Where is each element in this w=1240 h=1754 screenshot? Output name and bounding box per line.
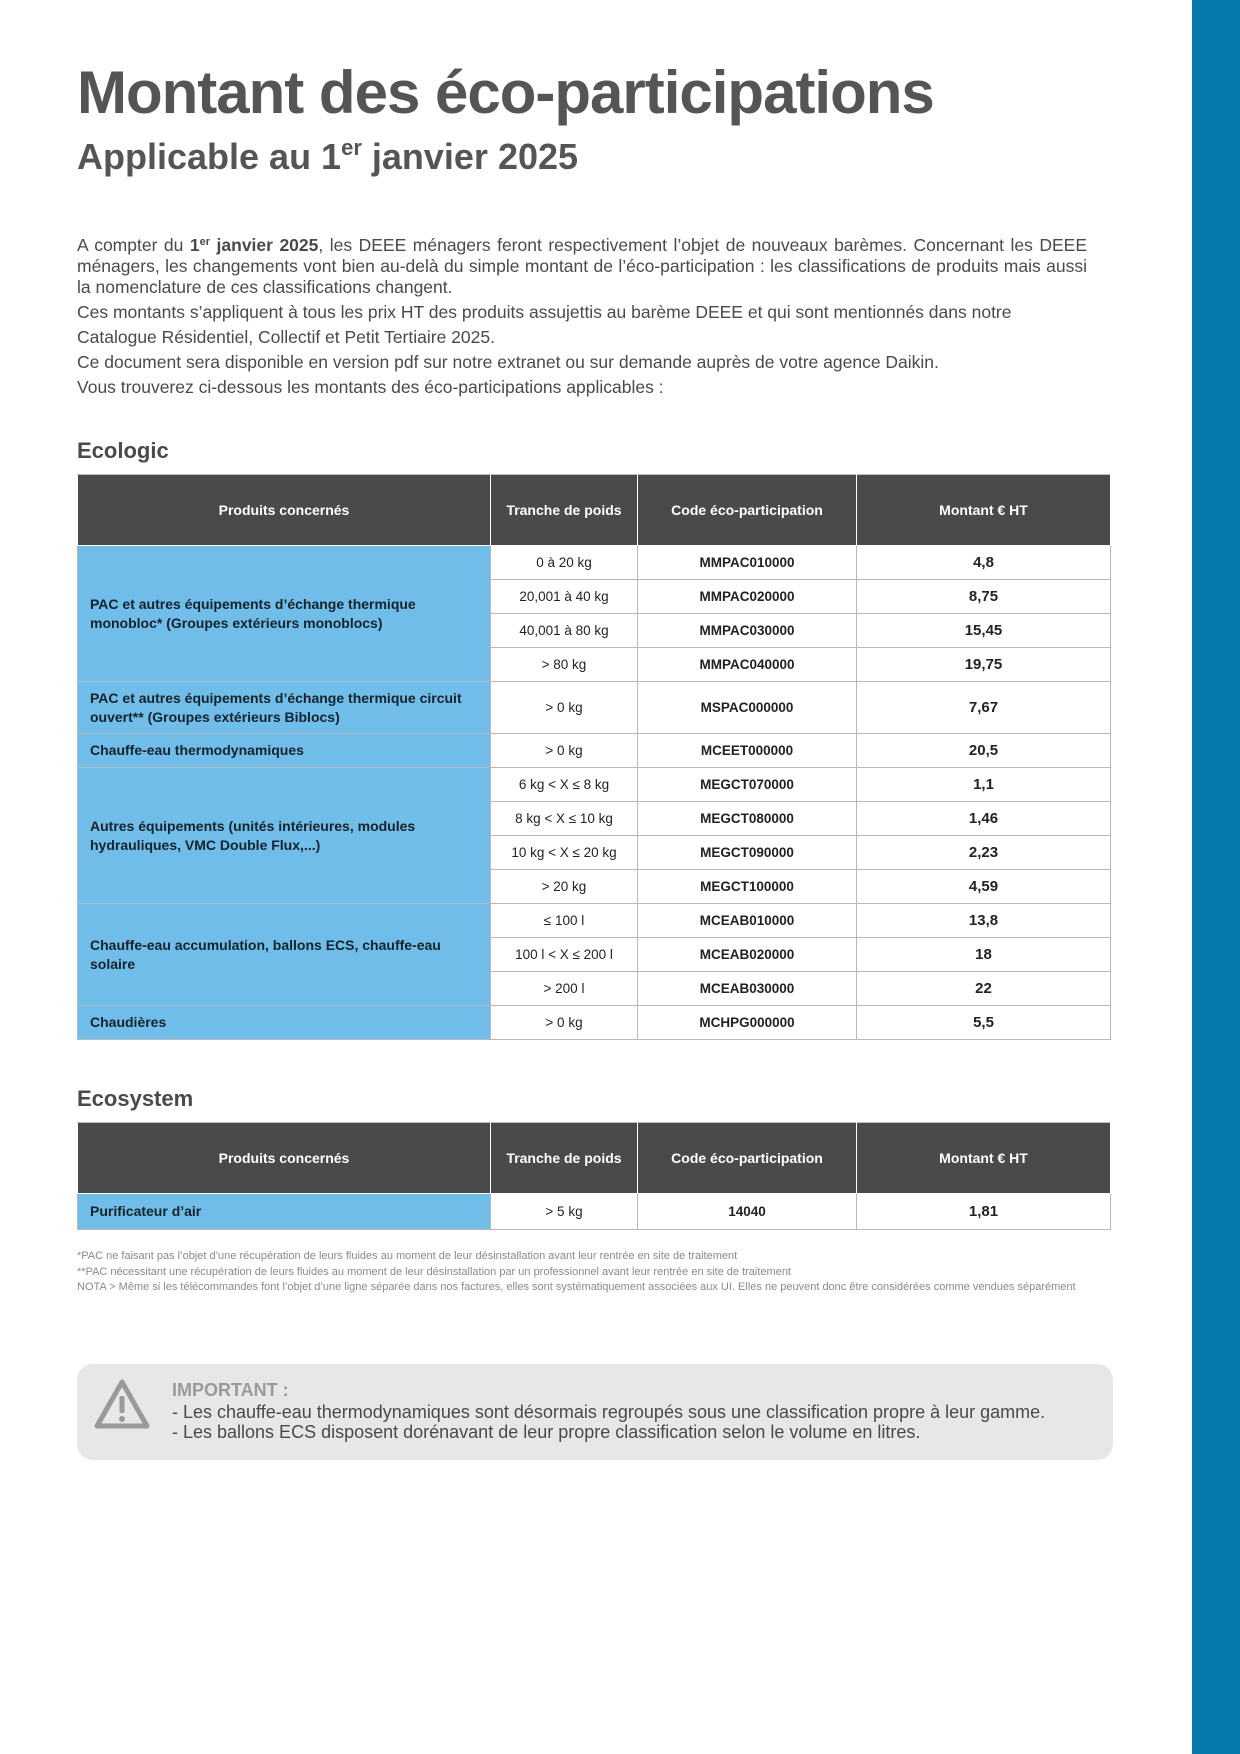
footnote-2: **PAC nécessitant une récupération de leurs fluides au moment de leur désinstallation par un professionnel avant leur rentrée en site de traitement [77,1265,791,1278]
weight-cell: > 0 kg [491,682,638,734]
important-title: IMPORTANT : [172,1380,289,1400]
intro-p1-date [190,235,319,255]
product-cell: Chauffe-eau accumulation, ballons ECS, chauffe-eau solaire [78,904,491,1006]
product-cell: Chauffe-eau thermodynamiques [78,734,491,768]
amount-cell: 18 [857,938,1111,972]
weight-cell: > 80 kg [491,648,638,682]
table-row [78,1006,1111,1040]
amount-cell: 4,59 [857,870,1111,904]
code-cell: 14040 [638,1194,857,1230]
intro-paragraph-5: Vous trouverez ci-dessous les montants des éco-participations applicables : [77,377,664,397]
amount-cell: 8,75 [857,580,1111,614]
intro-p1-pre: A compter du [77,235,190,255]
amount-cell: 1,81 [857,1194,1111,1230]
footnote-1: *PAC ne faisant pas l’objet d’une récupération de leurs fluides au moment de leur désinstallation avant leur rentrée en site de traitement [77,1250,738,1262]
weight-cell: 8 kg < X ≤ 10 kg [491,802,638,836]
header-weight: Tranche de poids [491,1123,638,1194]
code-cell: MCHPG000000 [638,1006,857,1040]
ecosystem-table [77,1122,1111,1230]
table-row [78,546,1111,580]
code-cell: MEGCT080000 [638,802,857,836]
header-code: Code éco-participation [638,475,857,546]
header-product: Produits concernés [78,1123,491,1194]
code-cell: MCEAB020000 [638,938,857,972]
intro-paragraph-4: Ce document sera disponible en version pdf sur notre extranet ou sur demande auprès de votre agence Daikin. [77,352,939,372]
intro-p1-post: , les DEEE ménagers feront respectivement l’objet de nouveaux barèmes. Concernant les DEEE ménagers, les changements vont bien au-delà du simple montant de l’éco-participation : les classifications de produits mais aussi la nomenclature de ces classifications changent. [77,235,1088,297]
weight-cell: 6 kg < X ≤ 8 kg [491,768,638,802]
header-amount: Montant € HT [857,475,1111,546]
header-amount: Montant € HT [857,1123,1111,1194]
ecologic-table [77,474,1111,1040]
table-header-row [78,475,1111,546]
amount-cell: 15,45 [857,614,1111,648]
footnotes [77,1249,1112,1296]
amount-cell: 2,23 [857,836,1111,870]
amount-cell: 4,8 [857,546,1111,580]
weight-cell: ≤ 100 l [491,904,638,938]
code-cell: MMPAC030000 [638,614,857,648]
code-cell: MMPAC020000 [638,580,857,614]
weight-cell: 0 à 20 kg [491,546,638,580]
side-accent-bar [1192,0,1240,1754]
code-cell: MEGCT070000 [638,768,857,802]
warning-triangle-icon [93,1378,151,1430]
page-subtitle [77,126,578,179]
important-line-2: - Les ballons ECS disposent dorénavant de leur propre classification selon le volume en litres. [172,1422,921,1442]
weight-cell: > 5 kg [491,1194,638,1230]
amount-cell: 7,67 [857,682,1111,734]
subtitle-superscript: er [341,135,362,160]
important-line-1: - Les chauffe-eau thermodynamiques sont désormais regroupés sous une classification propre à leur gamme. [172,1402,1046,1422]
code-cell: MCEAB010000 [638,904,857,938]
table-row [78,734,1111,768]
weight-cell: > 20 kg [491,870,638,904]
header-code: Code éco-participation [638,1123,857,1194]
ecologic-table-body [78,546,1111,1040]
subtitle-prefix: Applicable au 1 [77,136,342,177]
amount-cell: 19,75 [857,648,1111,682]
code-cell: MSPAC000000 [638,682,857,734]
intro-p1-date-b: janvier 2025 [210,235,319,255]
table-row [78,1194,1111,1230]
header-product: Produits concernés [78,475,491,546]
amount-cell: 1,1 [857,768,1111,802]
table-header-row [78,1123,1111,1194]
intro-paragraph-1 [77,232,1087,298]
code-cell: MCEET000000 [638,734,857,768]
amount-cell: 13,8 [857,904,1111,938]
intro-p1-date-a: 1 [189,235,200,255]
weight-cell: > 0 kg [491,1006,638,1040]
code-cell: MMPAC010000 [638,546,857,580]
amount-cell: 1,46 [857,802,1111,836]
subtitle-suffix: janvier 2025 [361,136,579,177]
amount-cell: 5,5 [857,1006,1111,1040]
code-cell: MCEAB030000 [638,972,857,1006]
product-cell: Autres équipements (unités intérieures, modules hydrauliques, VMC Double Flux,...) [78,768,491,904]
product-cell: Purificateur d’air [78,1194,491,1230]
weight-cell: 100 l < X ≤ 200 l [491,938,638,972]
footnote-nota: NOTA > Même si les télécommandes font l’objet d’une ligne séparée dans nos factures, elles sont systématiquement associées aux UI. Elles ne peuvent donc être considérées comme vendues séparément [77,1281,1076,1293]
product-cell: Chaudières [78,1006,491,1040]
code-cell: MMPAC040000 [638,648,857,682]
intro-paragraph-2: Ces montants s’appliquent à tous les prix HT des produits assujettis au barème DEEE et qui sont mentionnés dans notre [77,302,1012,322]
weight-cell: 10 kg < X ≤ 20 kg [491,836,638,870]
header-weight: Tranche de poids [491,475,638,546]
weight-cell: 20,001 à 40 kg [491,580,638,614]
intro-text [77,232,1087,400]
amount-cell: 20,5 [857,734,1111,768]
table-row [78,904,1111,938]
intro-lines [77,300,1087,400]
table-row [78,682,1111,734]
weight-cell: > 200 l [491,972,638,1006]
ecosystem-table-body [78,1194,1111,1230]
product-cell: PAC et autres équipements d’échange thermique circuit ouvert** (Groupes extérieurs Biblocs) [78,682,491,734]
code-cell: MEGCT090000 [638,836,857,870]
important-box [77,1364,1113,1460]
intro-p1-date-sup: er [199,236,211,248]
table-row [78,768,1111,802]
intro-paragraph-3: Catalogue Résidentiel, Collectif et Petit Tertiaire 2025. [77,327,495,347]
product-cell: PAC et autres équipements d’échange thermique monobloc* (Groupes extérieurs monoblocs) [78,546,491,682]
weight-cell: 40,001 à 80 kg [491,614,638,648]
code-cell: MEGCT100000 [638,870,857,904]
page-title: Montant des éco-participations [77,59,934,126]
ecosystem-title: Ecosystem [77,1086,194,1111]
weight-cell: > 0 kg [491,734,638,768]
amount-cell: 22 [857,972,1111,1006]
ecologic-title: Ecologic [77,438,169,463]
